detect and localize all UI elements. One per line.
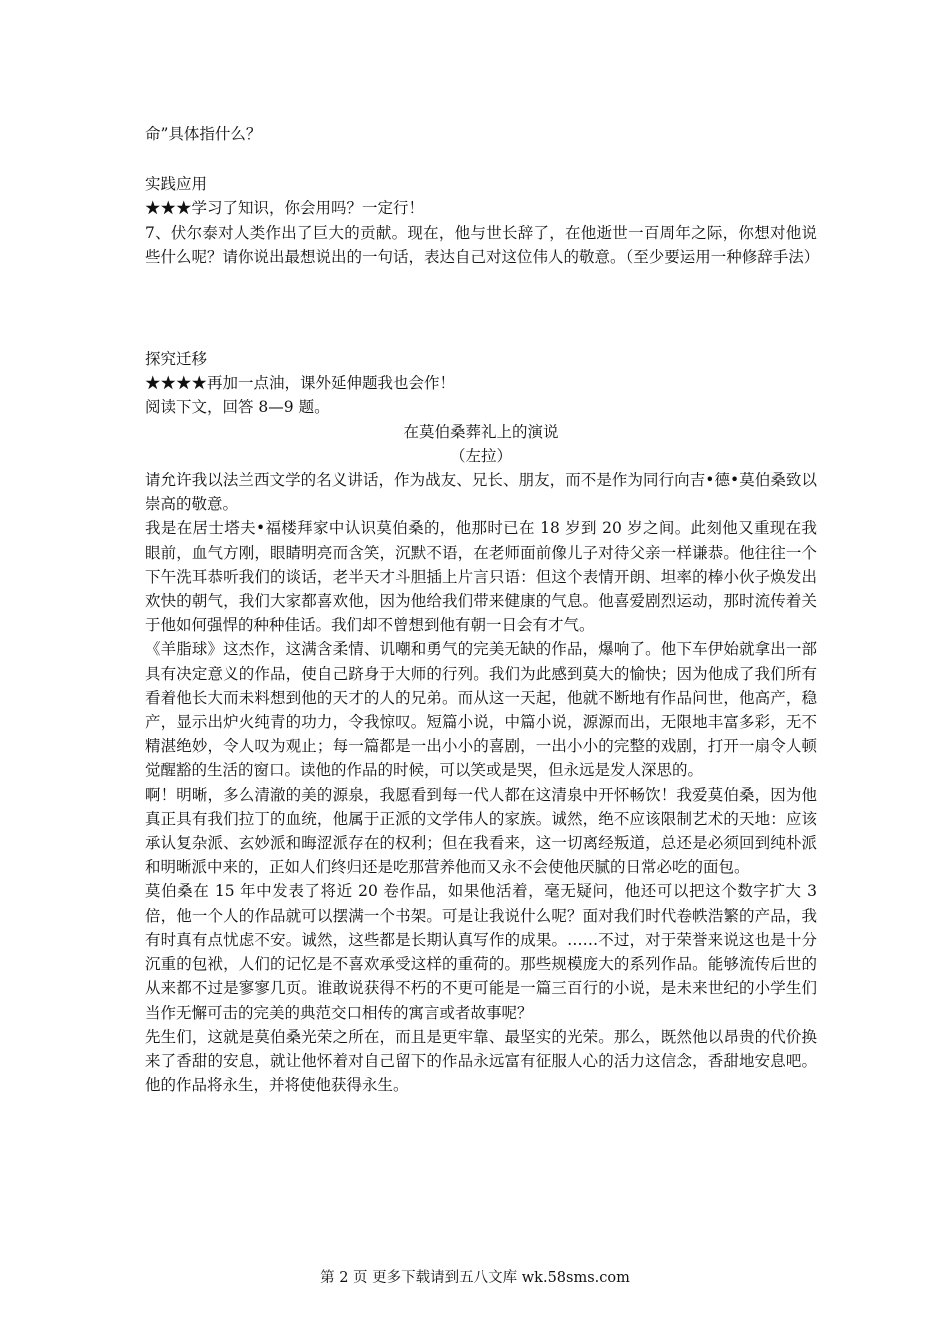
- answer-space: [145, 269, 817, 321]
- article-paragraph-3: 《羊脂球》这杰作，这满含柔情、讥嘲和勇气的完美无缺的作品，爆响了。他下车伊始就拿出一部具有决定意义的作品，使自己跻身于大师的行列。我们为此感到莫大的愉快；因为他成了我们所有看着他长大而未料想到他的天才的人的兄弟。而从这一天起，他就不断地有作品问世，他高产，稳产，显示出炉火纯青的功力，令我惊叹。短篇小说，中篇小说，源源而出，无限地丰富多彩，无不精湛绝妙，令人叹为观止；每一篇都是一出小小的喜剧，一出小小的完整的戏剧，打开一扇令人顿觉醒豁的生活的窗口。读他的作品的时候，可以笑或是哭，但永远是发人深思的。: [145, 640, 817, 780]
- explore-prompt: ★★★★再加一点油，课外延伸题我也会作！: [145, 374, 456, 393]
- section-heading-practice: 实践应用: [145, 175, 208, 194]
- page-footer: 第 2 页 更多下载请到五八文库 wk.58sms.com: [320, 1270, 630, 1286]
- article-title: 在莫伯桑葬礼上的演说: [403, 422, 559, 441]
- article-paragraph-6: 先生们，这就是莫伯桑光荣之所在，而且是更牢靠、最坚实的光荣。那么，既然他以昂贵的代价换来了香甜的安息，就让他怀着对自己留下的作品永远富有征服人心的活力这信念，香甜地安息吧。他的作品将永生，并将使他获得永生。: [145, 1027, 817, 1095]
- article-paragraph-5: 莫伯桑在 15 年中发表了将近 20 卷作品，如果他活着，毫无疑问，他还可以把这个数字扩大 3 倍，他一个人的作品就可以摆满一个书架。可是让我说什么呢？面对我们时代卷帙浩繁的产品，我有时真有点忧虑不安。诚然，这些都是长期认真写作的成果。……不过，对于荣誉来说这也是十分沉重的包袱，人们的记忆是不喜欢承受这样的重荷的。那些规模庞大的系列作品。能够流传后世的从来都不过是寥寥几页。谁敢说获得不朽的不更可能是一篇三百行的小说，是未来世纪的小学生们当作无懈可击的完美的典范交口相传的寓言或者故事呢？: [145, 882, 817, 1022]
- section-heading-explore: 探究迁移: [145, 350, 208, 369]
- question-7: 7、伏尔泰对人类作出了巨大的贡献。现在，他与世长辞了，在他逝世一百周年之际，你想对他说些什么呢？请你说出最想说出的一句话，表达自己对这位伟人的敬意。（至少要运用一种修辞手法）: [145, 223, 820, 266]
- article-author: （左拉）: [449, 446, 512, 465]
- question-fragment: 命”具体指什么？: [145, 125, 262, 143]
- spacer: [145, 146, 817, 172]
- article-paragraph-4: 啊！明晰，多么清澈的美的源泉，我愿看到每一代人都在这清泉中开怀畅饮！我爱莫伯桑，因为他真正具有我们拉丁的血统，他属于正派的文学伟人的家族。诚然，绝不应该限制艺术的天地：应该承认复杂派、玄妙派和晦涩派存在的权利；但在我看来，这一切离经叛道，总还是必须回到纯朴派和明晰派中来的，正如人们终归还是吃那营养他而又永不会使他厌腻的日常必吃的面包。: [145, 785, 817, 877]
- article-paragraph-1: 请允许我以法兰西文学的名义讲话，作为战友、兄长、朋友，而不是作为同行向吉•德•莫伯桑致以崇高的敬意。: [145, 471, 817, 514]
- article-paragraph-2: 我是在居士塔夫•福楼拜家中认识莫伯桑的，他那时已在 18 岁到 20 岁之间。此刻他又重现在我眼前，血气方刚，眼睛明亮而含笑，沉默不语，在老师面前像儿子对待父亲一样谦恭。他往往一个下午洗耳恭听我们的谈话，老半天才斗胆插上片言只语：但这个表情开朗、坦率的棒小伙子焕发出欢快的朝气，我们大家都喜欢他，因为他给我们带来健康的气息。他喜爱剧烈运动，那时流传着关于他如何强悍的种种佳话。我们却不曾想到他有朝一日会有才气。: [145, 519, 817, 635]
- document-page: [145, 122, 820, 1097]
- reading-instruction: 阅读下文，回答 8—9 题。: [145, 398, 330, 417]
- practice-prompt: ★★★学习了知识，你会用吗？一定行！: [145, 199, 425, 218]
- spacer: [145, 321, 817, 347]
